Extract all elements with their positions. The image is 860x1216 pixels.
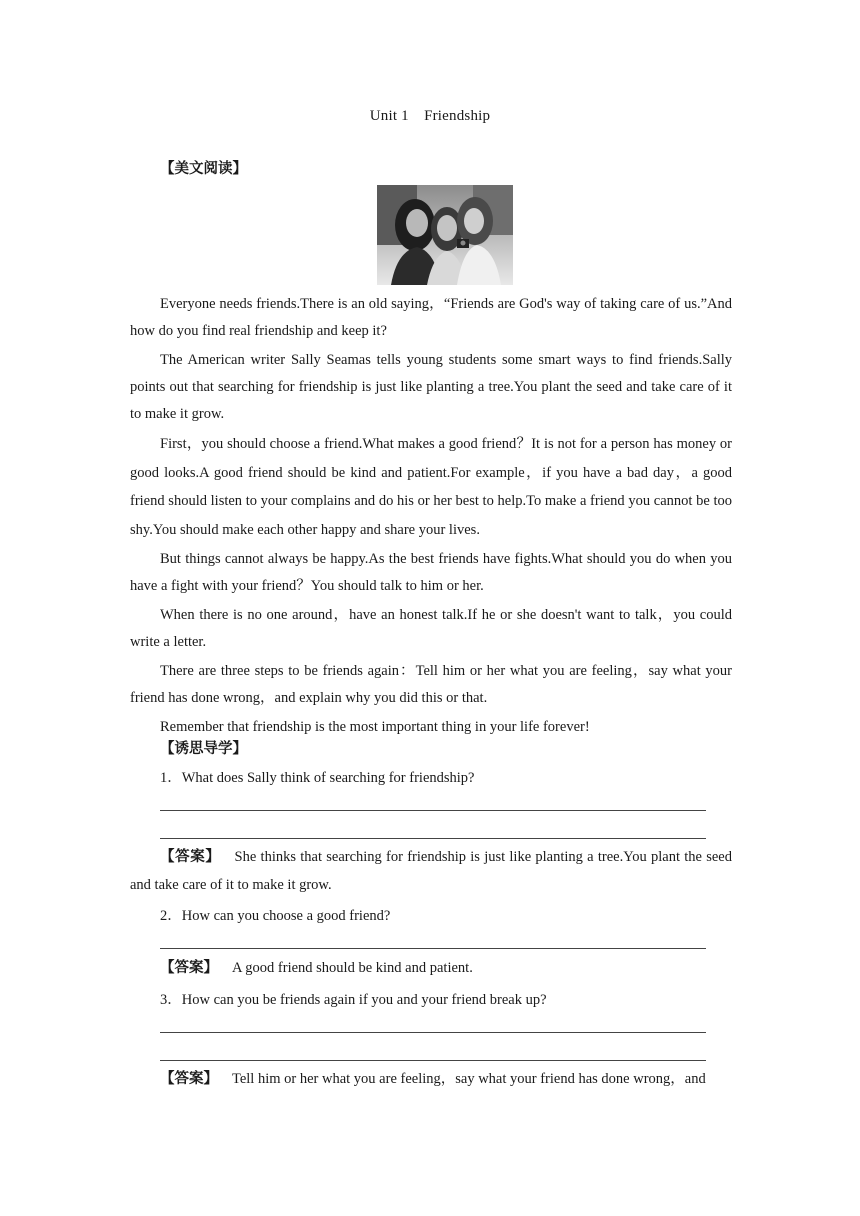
three-girls-photo-image <box>377 185 513 285</box>
article-paragraph: When there is no one around，have an honest talk.If he or she doesn't want to talk，you could write a letter. <box>130 607 732 650</box>
section-heading-reading: 【美文阅读】 <box>160 161 247 177</box>
question-1: 1．What does Sally think of searching for friendship? <box>160 770 475 786</box>
answer-blank-line <box>160 1032 706 1033</box>
article-paragraph: The American writer Sally Seamas tells young students some smart ways to find friends.Sally points out that searching for friendship is just like planting a tree.You plant the seed and take care of it to make it grow. <box>130 352 732 422</box>
answer-text: She thinks that searching for friendship is just like planting a tree.You plant the seed and take care of it to make it grow. <box>130 849 732 893</box>
answer-text: Tell him or her what you are feeling，say what your friend has done wrong，and <box>232 1071 706 1087</box>
answer-blank-line <box>160 838 706 839</box>
article-paragraph: There are three steps to be friends again：Tell him or her what you are feeling，say what your friend has done wrong，and explain why you did this or that. <box>130 663 732 706</box>
friends-photo <box>377 185 513 285</box>
article-paragraph: First，you should choose a friend.What makes a good friend？It is not for a person has money or good looks.A good friend should be kind and patient.For example，if you have a bad day，a good friend should listen to your complains and do his or her best to help.To make a friend you cannot be too shy.You should make each other happy and share your lives. <box>130 436 732 538</box>
section-heading-guide: 【诱思导学】 <box>160 741 247 757</box>
answer-text: A good friend should be kind and patient. <box>232 960 473 976</box>
question-2: 2．How can you choose a good friend? <box>160 908 391 924</box>
article-paragraph: Everyone needs friends.There is an old saying，“Friends are God's way of taking care of us.”And how do you find real friendship and keep it? <box>130 296 732 339</box>
answer-2 <box>130 954 732 982</box>
answer-label: 【答案】 <box>160 849 221 865</box>
page-title: Unit 1 Friendship <box>369 108 491 124</box>
answer-label: 【答案】 <box>160 1071 218 1087</box>
answer-blank-line <box>160 1060 706 1061</box>
article-paragraph: Remember that friendship is the most important thing in your life forever! <box>160 719 590 735</box>
answer-blank-line <box>160 948 706 949</box>
answer-label: 【答案】 <box>160 960 218 976</box>
article-body <box>130 291 732 743</box>
answer-3 <box>130 1065 732 1093</box>
answer-1 <box>130 843 732 899</box>
question-3: 3．How can you be friends again if you and your friend break up? <box>160 992 547 1008</box>
answer-blank-line <box>160 810 706 811</box>
article-paragraph: But things cannot always be happy.As the best friends have fights.What should you do when you have a fight with your friend？You should talk to him or her. <box>130 551 732 594</box>
